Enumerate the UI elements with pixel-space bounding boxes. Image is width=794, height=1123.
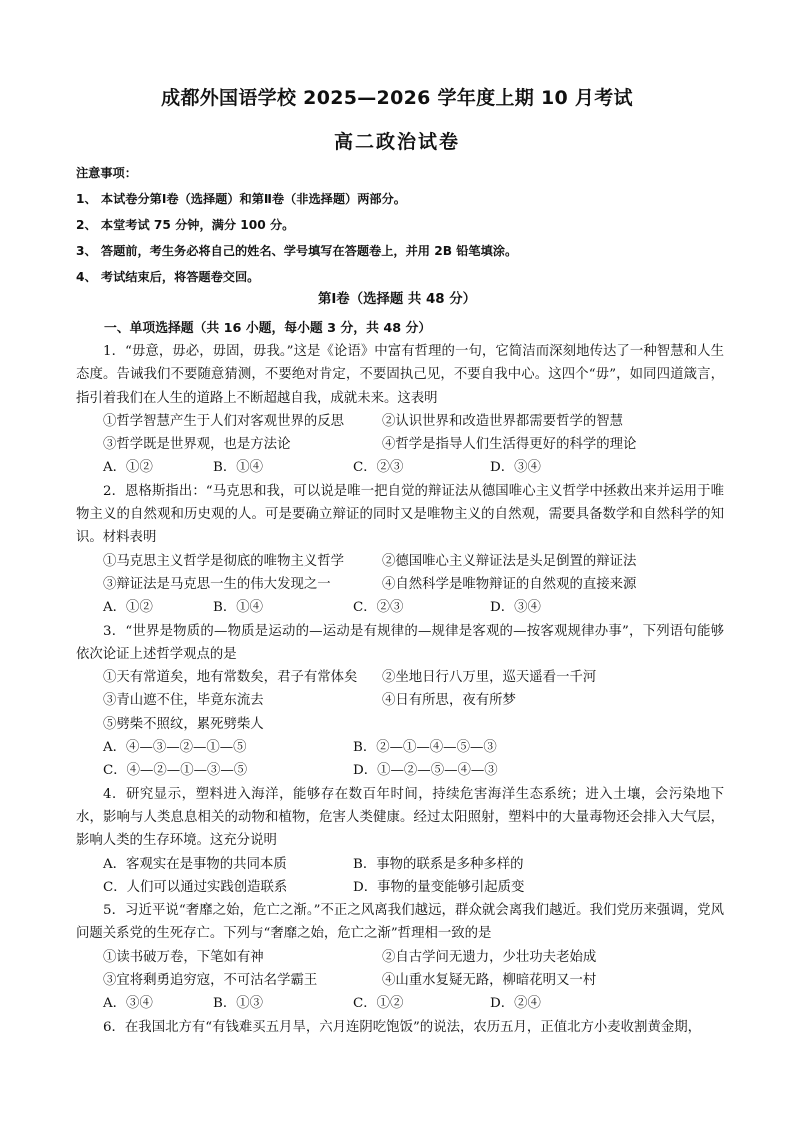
answer-choice: D．③④ [490,600,541,616]
option: ②坐地日行八万里，巡天遥看一千河 [382,670,597,686]
notes-item: 3、 答题前，考生务必将自己的姓名、学号填写在答题卷上，并用 2B 铅笔填涂。 [76,244,518,258]
answer-choice: C．①② [353,996,404,1012]
answer-row [76,876,724,899]
answer-choice: D．事物的量变能够引起质变 [353,879,525,895]
section-title: 第Ⅰ卷（选择题 共 48 分） [317,292,477,307]
answer-row [76,853,724,876]
answer-choice: D．②④ [490,996,541,1012]
option: ③辩证法是马克思一生的伟大发现之一 [103,576,331,592]
answer-choice: C．人们可以通过实践创造联系 [103,879,288,895]
answer-choice: C．②③ [353,600,404,616]
option-row [76,689,724,712]
notes-item: 1、 本试卷分第Ⅰ卷（选择题）和第Ⅱ卷（非选择题）两部分。 [76,192,406,206]
option: ④自然科学是唯物辩证的自然观的直接来源 [382,576,637,592]
option: ②德国唯心主义辩证法是头足倒置的辩证法 [382,553,637,569]
option-row [76,550,724,573]
answer-choice: B．事物的联系是多种多样的 [353,856,524,872]
answer-choice: A．①② [103,600,153,616]
questions-area [76,340,724,1039]
option-row [76,946,724,969]
option-row [76,573,724,596]
notes-block [76,160,726,290]
answer-choice: C．④—②—①—③—⑤ [103,763,248,779]
answer-choice: A．④—③—②—①—⑤ [103,740,247,756]
option-row [76,713,724,736]
answer-choice: A．客观实在是事物的共同本质 [103,856,287,872]
option: ②自古学问无遗力，少壮功夫老始成 [382,949,597,965]
answer-choice: D．①—②—⑤—④—③ [353,763,498,779]
question-stem: 6．在我国北方有“有钱难买五月旱，六月连阴吃饱饭”的说法，农历五月，正值北方小麦收割黄金期， [103,1019,702,1035]
option-row [76,666,724,689]
exam-title: 成都外国语学校 2025—2026 学年度上期 10 月考试 [161,87,633,109]
notes-item: 4、 考试结束后，将答题卷交回。 [76,270,260,284]
answer-choice: D．③④ [490,460,541,476]
answer-choice: A．①② [103,460,153,476]
answer-row [76,992,724,1015]
notes-heading: 注意事项： [76,166,137,180]
option: ④哲学是指导人们生活得更好的科学的理论 [382,437,637,453]
part-heading: 一、单项选择题（共 16 小题，每小题 3 分，共 48 分） [104,321,432,336]
option-row [76,410,724,433]
answer-choice: B．①④ [213,600,264,616]
answer-row [76,759,724,782]
exam-subtitle: 高二政治试卷 [333,131,460,153]
answer-row [76,736,724,759]
option: ①马克思主义哲学是彻底的唯物主义哲学 [103,553,345,569]
question-stem: 1．“毋意，毋必，毋固，毋我。”这是《论语》中富有哲理的一句，它简洁而深刻地传达了一种智慧和人生态度。告诫我们不要随意猜测，不要绝对肯定，不要固执己见，不要自我中心。这四个“毋”，如同四道箴言，指引着我们在人生的道路上不断超越自我，成就未来。这表明 [76,344,724,406]
answer-choice: B．②—①—④—⑤—③ [353,740,497,756]
answer-choice: C．②③ [353,460,404,476]
notes-item: 2、 本堂考试 75 分钟，满分 100 分。 [76,218,295,232]
option: ④山重水复疑无路，柳暗花明又一村 [382,973,597,989]
question-stem: 5．习近平说“奢靡之始，危亡之渐。”不正之风离我们越远，群众就会离我们越近。我们党历来强调，党风问题关系党的生死存亡。下列与“奢靡之始，危亡之渐”哲理相一致的是 [76,903,724,942]
answer-choice: B．①③ [213,996,264,1012]
answer-choice: B．①④ [213,460,264,476]
option: ①天有常道矣，地有常数矣，君子有常体矣 [103,670,358,686]
question-stem: 4．研究显示，塑料进入海洋，能够存在数百年时间，持续危害海洋生态系统；进入土壤，会污染地下水，影响与人类息息相关的动物和植物，危害人类健康。经过太阳照射，塑料中的大量毒物还会排入大气层，影响人类的生存环境。这充分说明 [76,786,724,849]
option-row [76,433,724,456]
option: ①读书破万卷，下笔如有神 [103,949,264,965]
question-stem: 3．“世界是物质的—物质是运动的—运动是有规律的—规律是客观的—按客观规律办事”，下列语句能够依次论证上述哲学观点的是 [76,623,724,662]
option: ③青山遮不住，毕竟东流去 [103,693,264,709]
option: ①哲学智慧产生于人们对客观世界的反思 [103,413,345,429]
answer-row [76,596,724,619]
option: ③哲学既是世界观，也是方法论 [103,437,291,453]
option: ③宜将剩勇追穷寇，不可沽名学霸王 [103,973,318,989]
option-row [76,969,724,992]
answer-row [76,456,724,479]
option: ⑤劈柴不照纹，累死劈柴人 [103,716,264,732]
question-stem: 2．恩格斯指出：“马克思和我，可以说是唯一把自觉的辩证法从德国唯心主义哲学中拯救出来并运用于唯物主义的自然观和历史观的人。可是要确立辩证的同时又是唯物主义的自然观，需要具备数学和自然科学的知识。材料表明 [76,483,724,546]
option: ②认识世界和改造世界都需要哲学的智慧 [382,413,624,429]
answer-choice: A．③④ [103,996,153,1012]
option: ④日有所思，夜有所梦 [382,693,516,709]
